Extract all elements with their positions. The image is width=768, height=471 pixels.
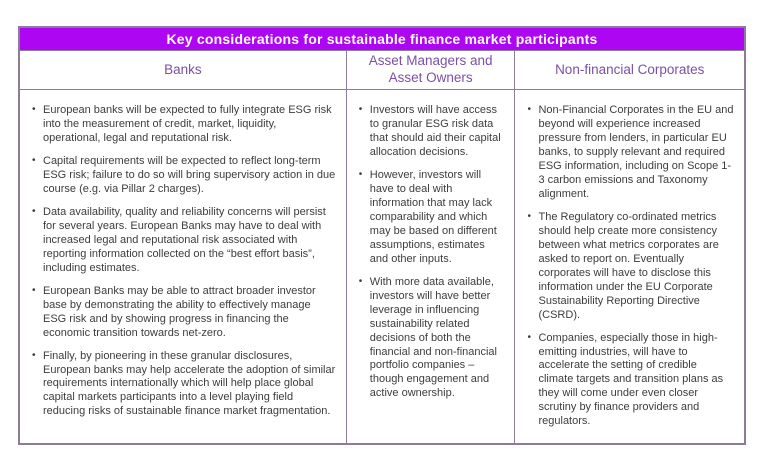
bullet-item: • Investors will have access to granular ESG risk data that should aid their capital allocation decisions.	[357, 104, 503, 160]
column-header-row	[20, 51, 744, 90]
column-header-asset-managers: Asset Managers and Asset Owners	[346, 51, 515, 89]
banks-cell	[20, 90, 346, 443]
non-financial-corporates-bullet-list	[525, 104, 734, 429]
bullet-item: • Non-Financial Corporates in the EU and beyond will experience increased pressure from lenders, in particular EU banks, to supply relevant and required ESG information, including on Scope 1-3 carbon emissions and Taxonomy alignment.	[525, 104, 734, 202]
non-financial-corporates-cell	[514, 90, 744, 443]
bullet-item: • Finally, by pioneering in these granular disclosures, European banks may help accelerate the adoption of similar requirements internationally which will help place global capital markets participants into a level playing field reducing risks of sustainable finance market fragmentation.	[30, 350, 336, 420]
column-header-banks: Banks	[164, 61, 202, 77]
bullet-item: • The Regulatory co-ordinated metrics should help create more consistency between what metrics corporates are asked to report on. Eventually corporates will have to disclose this information under the EU Corporate Sustainability Reporting Directive (CSRD).	[525, 211, 734, 323]
bullet-item: • However, investors will have to deal with information that may lack comparability and which may be based on different assumptions, estimates and other inputs.	[357, 169, 503, 267]
banks-bullet-list	[30, 104, 336, 419]
table-title: Key considerations for sustainable finance market participants	[20, 28, 744, 51]
bullet-item: • European banks will be expected to fully integrate ESG risk into the measurement of credit, market, liquidity, operational, legal and reputational risk.	[30, 104, 336, 146]
table-body-row	[20, 90, 744, 443]
asset-managers-bullet-list	[357, 104, 505, 401]
considerations-table	[18, 26, 746, 445]
bullet-item: • European Banks may be able to attract broader investor base by demonstrating the ability to effectively manage ESG risk and by showing progress in financing the economic transition towards net-zero.	[30, 285, 336, 341]
column-header-non-financial-corporates: Non-financial Corporates	[514, 51, 744, 89]
bullet-item: • Data availability, quality and reliability concerns will persist for several years. European Banks may have to deal with increased legal and reputational risk associated with reporting information collected on the “best effort basis”, including estimates.	[30, 206, 336, 276]
bullet-item: • Capital requirements will be expected to reflect long-term ESG risk; failure to do so will bring supervisory action in due course (e.g. via Pillar 2 charges).	[30, 155, 336, 197]
bullet-item: • Companies, especially those in high-emitting industries, will have to accelerate the setting of credible climate targets and transition plans as they will come under even closer scrutiny by finance providers and regulators.	[525, 332, 734, 430]
bullet-item: • With more data available, investors will have better leverage in influencing sustainability related decisions of both the financial and non-financial portfolio companies – though engagement and active ownership.	[357, 276, 503, 402]
asset-managers-cell	[346, 90, 515, 443]
